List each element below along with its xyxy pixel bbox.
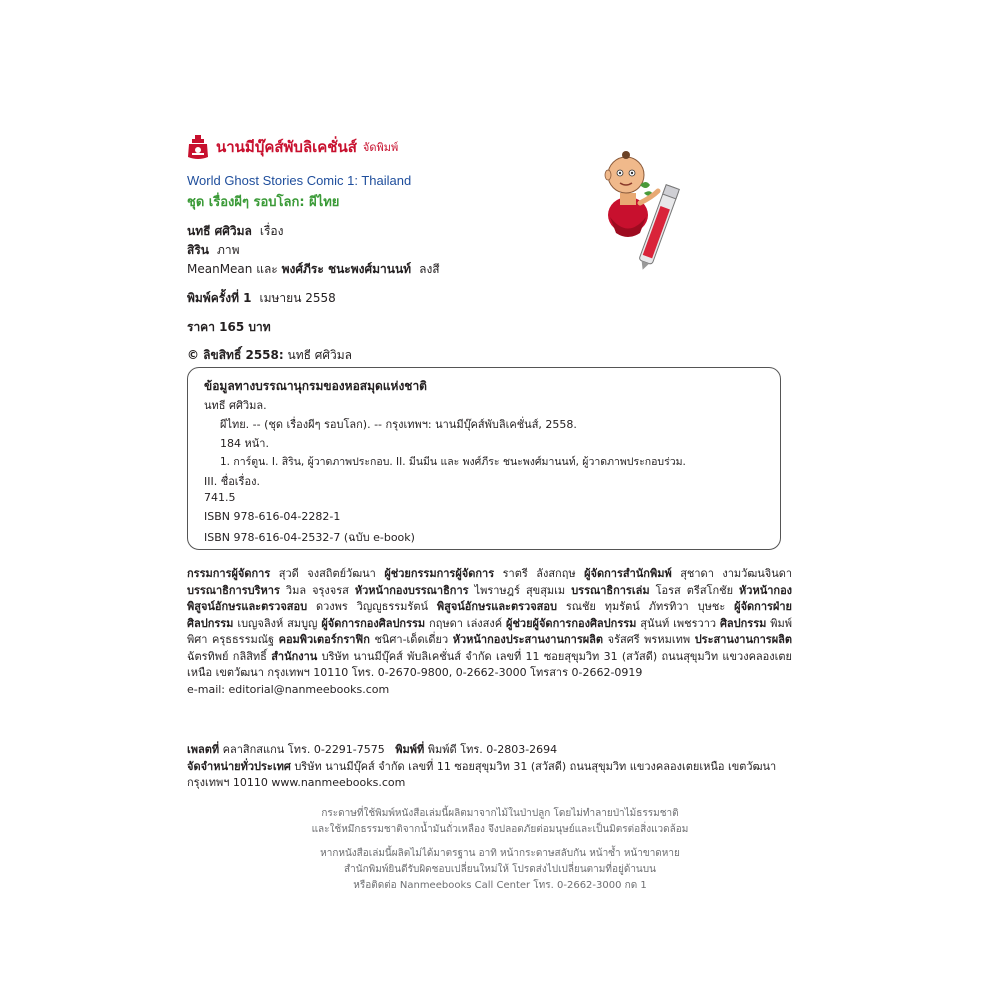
staff-role: ผู้ช่วยผู้จัดการกองศิลปกรรม <box>506 616 637 630</box>
cip-line: ISBN 978-616-04-2532-7 (ฉบับ e-book) <box>204 531 415 544</box>
staff-role: กรรมการผู้จัดการ <box>187 567 271 580</box>
edition-value: เมษายน 2558 <box>259 291 336 305</box>
credit-name: พงศ์ภีระ ชนะพงศ์มานนท์ <box>281 262 412 276</box>
staff-role: ศิลปกรรม <box>719 616 767 630</box>
credit-role: เรื่อง <box>259 224 284 238</box>
credit-name: สิริน <box>187 243 209 257</box>
staff-role: หัวหน้ากองประสานงานการผลิต <box>452 633 604 646</box>
copyright-label: © ลิขสิทธิ์ 2558: <box>187 348 284 362</box>
footer-paper-note <box>250 806 750 838</box>
credit-prefix: MeanMean และ <box>187 262 278 276</box>
staff-name: เบญจลิงห์ สมบูญ <box>237 616 318 630</box>
cip-line: ผีไทย. -- (ชุด เรื่องผีๆ รอบโลก). -- กรุงเทพฯ: นานมีบุ๊คส์พับลิเคชั่นส์, 2558. <box>220 418 577 431</box>
staff-name: ไพราษฎร์ สุขสุมเม <box>474 583 566 597</box>
cip-heading: ข้อมูลทางบรรณานุกรมของหอสมุดแห่งชาติ <box>204 379 427 393</box>
staff-name: สุชาดา งามวัฒนจินดา <box>680 567 793 580</box>
distributor-label: จัดจำหน่ายทั่วประเทศ <box>187 759 291 773</box>
staff-name: ชนิศา-เด็ดเดี่ยว <box>374 633 449 646</box>
footer-line: หรือติดต่อ Nanmeebooks Call Center โทร. 0-2662-3000 กด 1 <box>353 880 647 891</box>
staff-role: หัวหน้ากองบรรณาธิการ <box>354 583 469 597</box>
staff-name: สุวดี จงสถิตย์วัฒนา <box>278 567 376 580</box>
cip-line: 741.5 <box>204 491 236 504</box>
edition-info <box>187 289 336 308</box>
price-text: ราคา 165 บาท <box>187 320 271 334</box>
copyright-value: นทธี ศศิวิมล <box>287 348 352 362</box>
publisher-logo-icon <box>186 133 210 161</box>
plate-value: คลาสิกสแกน โทร. 0-2291-7575 <box>222 743 385 756</box>
cip-line: III. ชื่อเรื่อง. <box>204 475 260 488</box>
staff-role: ประสานงานการผลิต <box>694 633 793 646</box>
email: e-mail: editorial@nanmeebooks.com <box>187 682 390 696</box>
footer-line: สำนักพิมพ์ยินดีรับผิดชอบเปลี่ยนใหม่ให้ โปรดส่งไปเปลี่ยนตามที่อยู่ด้านบน <box>344 864 656 875</box>
staff-role: ผู้จัดการฝ่ายศิลปกรรม <box>187 600 792 630</box>
staff-role: ผู้ช่วยกรรมการผู้จัดการ <box>384 567 495 580</box>
credit-role: ลงสี <box>419 262 440 276</box>
footer-quality-note <box>250 846 750 894</box>
plate-label: เพลตที่ <box>187 743 220 756</box>
printer-label: พิมพ์ที่ <box>395 743 425 756</box>
cip-line: ISBN 978-616-04-2282-1 <box>204 510 341 523</box>
staff-credits <box>187 566 792 698</box>
publisher-name: นานมีบุ๊คส์พับลิเคชั่นส์ <box>216 138 357 156</box>
staff-name: บริษัท นานมีบุ๊คส์ พับลิเคชั่นส์ จำกัด เลขที่ 11 ซอยสุขุมวิท 31 (สวัสดี) ถนนสุขุมวิท แขวงคลองเตยเหนือ เขตวัฒนา กรุงเทพฯ 10110 โทร. 0-2670-9800, 0-2662-3000 โทรสาร 0-2662-0919 <box>187 649 792 679</box>
staff-name: รณชัย ทุมรัตน์ ภัทรทิวา บุษชะ <box>565 600 726 613</box>
credit-name: นทธี ศศิวิมล <box>187 224 252 238</box>
cip-line: 1. การ์ตูน. I. สิริน, ผู้วาดภาพประกอบ. II. มีนมีน และ พงศ์ภีระ ชนะพงศ์มานนท์, ผู้วาดภาพประกอบร่วม. <box>220 456 686 468</box>
cip-line: นทธี ศศิวิมล. <box>204 399 267 412</box>
staff-name: สุนันท์ เพชรวาว <box>640 616 717 630</box>
credit-illustrator <box>187 241 240 260</box>
staff-name: โอรส ตรีสโกชัย <box>655 583 734 597</box>
staff-name: จรัสศรี พรหมเทพ <box>607 633 691 646</box>
copyright <box>187 346 352 365</box>
footer-line: หากหนังสือเล่มนี้ผลิตไม่ได้มาตรฐาน อาทิ หน้ากระดาษสลับกัน หน้าซ้ำ หน้าขาดหาย <box>320 848 680 859</box>
edition-label: พิมพ์ครั้งที่ 1 <box>187 291 252 305</box>
staff-name: ฉัตรทิพย์ กลิสิทธิ์ <box>187 649 267 663</box>
staff-role: บรรณาธิการบริหาร <box>187 583 280 597</box>
price <box>187 318 271 337</box>
staff-role: ผู้จัดการกองศิลปกรรม <box>321 616 426 630</box>
staff-name: กฤษดา เล่งสงค์ <box>429 616 503 630</box>
staff-name: ดวงพร วิญญูธรรมรัตน์ <box>315 600 428 613</box>
distribution-info <box>187 742 792 792</box>
staff-role: หัวหน้ากองพิสูจน์อักษรและตรวจสอบ <box>187 583 793 613</box>
publisher-header <box>186 133 398 161</box>
credit-author <box>187 222 283 241</box>
staff-role: คอมพิวเตอร์กราฟิก <box>278 633 370 646</box>
ghost-boy-with-pen-icon <box>600 145 690 275</box>
printer-value: พิมพ์ดี โทร. 0-2803-2694 <box>427 743 558 756</box>
cip-line: 184 หน้า. <box>220 437 269 450</box>
staff-name: วิมล จรุงจรส <box>285 583 349 597</box>
title-english: World Ghost Stories Comic 1: Thailand <box>187 173 412 188</box>
staff-role: บรรณาธิการเล่ม <box>571 583 650 597</box>
credit-colorist <box>187 260 440 279</box>
footer-line: และใช้หมึกธรรมชาติจากน้ำมันถั่วเหลือง จึงปลอดภัยต่อมนุษย์และเป็นมิตรต่อสิ่งแวดล้อม <box>311 824 689 835</box>
publisher-suffix: จัดพิมพ์ <box>362 141 399 154</box>
cip-data-box <box>187 367 781 550</box>
distributor-value: บริษัท นานมีบุ๊คส์ จำกัด เลขที่ 11 ซอยสุขุมวิท 31 (สวัสดี) ถนนสุขุมวิท แขวงคลองเตยเหนือ เขตวัฒนา กรุงเทพฯ 10110 www.nanmeebooks.com <box>187 759 777 789</box>
staff-role: พิสูจน์อักษรและตรวจสอบ <box>436 600 557 613</box>
footer-line: กระดาษที่ใช้พิมพ์หนังสือเล่มนี้ผลิตมาจากไม้ในป่าปลูก โดยไม่ทำลายป่าไม้ธรรมชาติ <box>321 808 679 819</box>
staff-role: ผู้จัดการสำนักพิมพ์ <box>584 567 672 580</box>
staff-name: ราตรี ลังสกฤษ <box>502 567 576 580</box>
staff-role: สำนักงาน <box>271 649 318 663</box>
staff-name: พิมพ์พิศา ครุธธรรมณัฐ <box>187 616 793 646</box>
credit-role: ภาพ <box>216 243 240 257</box>
title-thai: ชุด เรื่องผีๆ รอบโลก: ผีไทย <box>187 195 340 210</box>
